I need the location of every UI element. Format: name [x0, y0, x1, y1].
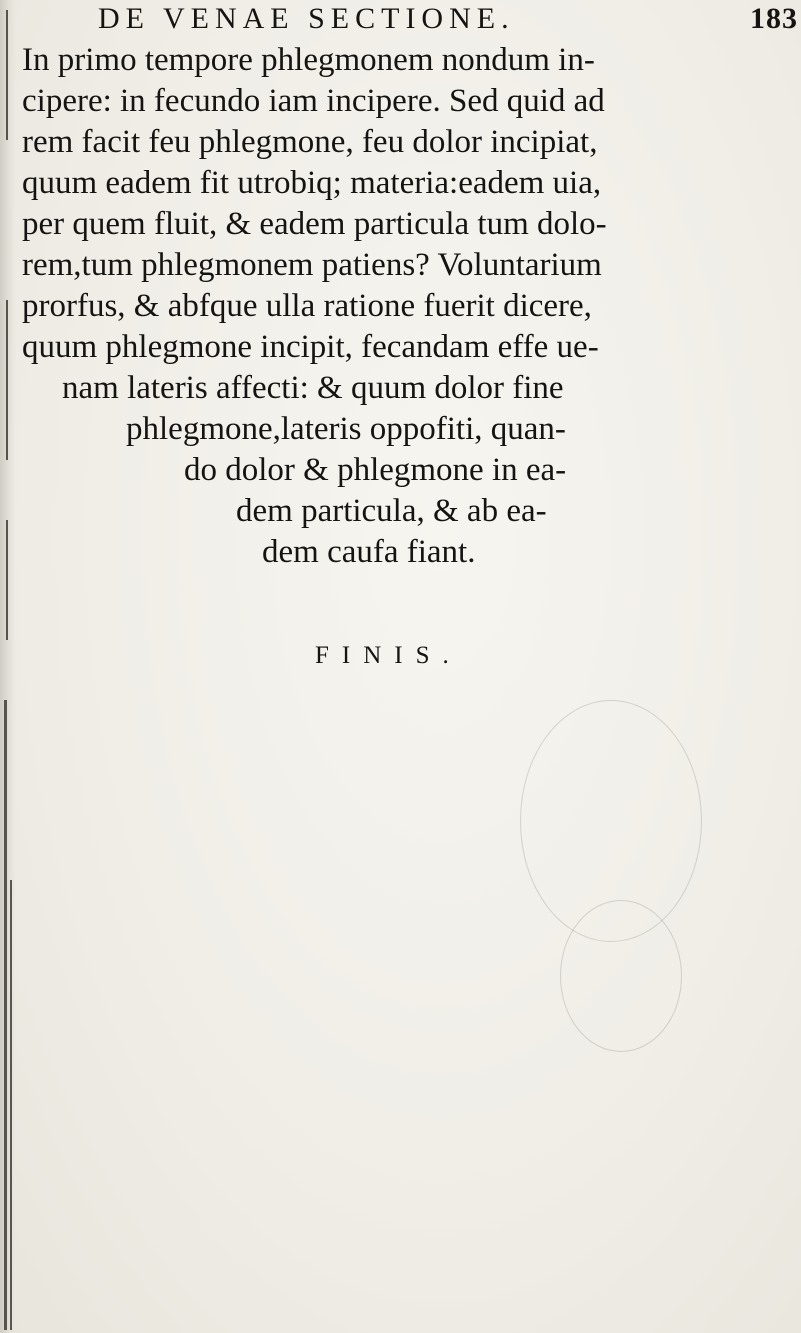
text-line: rem facit feu phlegmone, feu dolor incipiat, — [22, 124, 598, 160]
text-line: dem caufa fiant. — [262, 534, 476, 570]
text-line: prorfus, & abfque ulla ratione fuerit dicere, — [22, 288, 592, 324]
text-line: dem particula, & ab ea- — [236, 493, 547, 529]
gutter-edge-mark — [6, 10, 8, 140]
text-line: quum eadem fit utrobiq; materia:eadem uia, — [22, 165, 602, 201]
text-line: nam lateris affecti: & quum dolor fine — [62, 370, 564, 406]
text-line: phlegmone,lateris oppofiti, quan- — [126, 411, 566, 447]
page-number: 183 — [750, 2, 798, 35]
binding-gutter — [0, 0, 16, 1333]
gutter-edge-mark — [10, 880, 12, 1330]
text-line: quum phlegmone incipit, fecandam effe ue- — [22, 329, 599, 365]
running-head — [98, 2, 798, 36]
gutter-edge-mark — [6, 300, 8, 460]
text-line: In primo tempore phlegmonem nondum in- — [22, 42, 595, 78]
text-line: rem,tum phlegmonem patiens? Voluntarium — [22, 247, 602, 283]
text-line: per quem fluit, & eadem particula tum dolo- — [22, 206, 607, 242]
text-line: cipere: in fecundo iam incipere. Sed quid ad — [22, 83, 605, 119]
gutter-edge-mark — [6, 520, 8, 640]
text-line: do dolor & phlegmone in ea- — [184, 452, 567, 488]
finis-colophon: FINIS. — [315, 642, 462, 669]
paper-stain — [560, 900, 682, 1052]
gutter-edge-mark — [4, 700, 7, 1330]
running-head-title: DE VENAE SECTIONE. — [98, 2, 515, 35]
